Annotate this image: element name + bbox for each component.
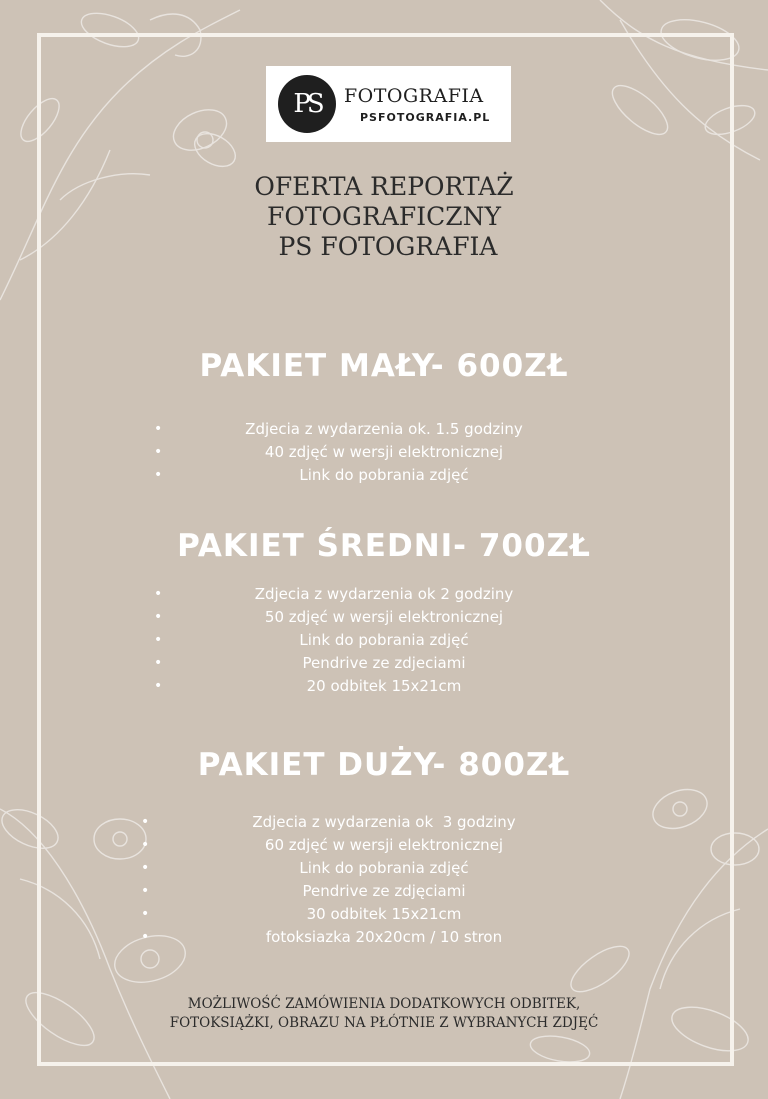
footer-line: MOŻLIWOŚĆ ZAMÓWIENIA DODATKOWYCH ODBITEK, xyxy=(187,996,581,1012)
feature-text: 40 zdjęć w wersji elektronicznej xyxy=(264,443,504,461)
feature-item: • Link do pobrania zdjęć xyxy=(154,631,469,649)
feature-item: • fotoksiazka 20x20cm / 10 stron xyxy=(141,928,503,946)
footer-line: FOTOKSIĄŻKI, OBRAZU NA PŁÓTNIE Z WYBRANYCH ZDJĘĆ xyxy=(169,1015,599,1031)
package-large-title: PAKIET DUŻY- 800ZŁ xyxy=(197,747,571,783)
feature-text: 60 zdjęć w wersji elektronicznej xyxy=(264,836,504,854)
feature-item: • Link do pobrania zdjęć xyxy=(141,859,469,877)
title-line: OFERTA REPORTAŻ xyxy=(254,172,514,201)
feature-item: • Link do pobrania zdjęć xyxy=(154,466,469,484)
package-small-title: PAKIET MAŁY- 600ZŁ xyxy=(199,348,569,384)
feature-text: Pendrive ze zdjeciami xyxy=(302,654,466,672)
feature-text: Zdjecia z wydarzenia ok 2 godziny xyxy=(254,585,514,603)
footer-note xyxy=(0,995,768,1033)
page-title xyxy=(0,172,768,262)
feature-item: • 40 zdjęć w wersji elektronicznej xyxy=(154,443,504,461)
logo-text xyxy=(344,85,490,124)
feature-text: Pendrive ze zdjęciami xyxy=(302,882,466,900)
feature-item: • Pendrive ze zdjeciami xyxy=(154,654,466,672)
feature-text: Link do pobrania zdjęć xyxy=(299,631,469,649)
title-line: PS FOTOGRAFIA xyxy=(270,232,498,261)
feature-item: • Zdjecia z wydarzenia ok. 1.5 godziny xyxy=(154,420,523,438)
package-medium-features xyxy=(0,583,768,698)
feature-item: • 60 zdjęć w wersji elektronicznej xyxy=(141,836,504,854)
feature-item: • 50 zdjęć w wersji elektronicznej xyxy=(154,608,504,626)
feature-item: • Zdjecia z wydarzenia ok 2 godziny xyxy=(154,585,514,603)
feature-text: 20 odbitek 15x21cm xyxy=(306,677,462,695)
feature-text: Link do pobrania zdjęć xyxy=(299,859,469,877)
feature-item: • 20 odbitek 15x21cm xyxy=(154,677,462,695)
feature-text: 50 zdjęć w wersji elektronicznej xyxy=(264,608,504,626)
package-large-features xyxy=(0,811,768,949)
monogram-icon: PS xyxy=(278,75,336,133)
feature-text: Zdjecia z wydarzenia ok. 1.5 godziny xyxy=(245,420,523,438)
title-line: FOTOGRAFICZNY xyxy=(267,202,501,231)
feature-item: • Zdjecia z wydarzenia ok 3 godziny xyxy=(141,813,516,831)
feature-text: Zdjecia z wydarzenia ok 3 godziny xyxy=(252,813,516,831)
logo-name: FOTOGRAFIA xyxy=(344,84,484,107)
feature-item: • 30 odbitek 15x21cm xyxy=(141,905,462,923)
package-small-features xyxy=(0,418,768,487)
logo-url: PSFOTOGRAFIA.PL xyxy=(360,110,491,124)
feature-text: fotoksiazka 20x20cm / 10 stron xyxy=(265,928,503,946)
package-medium-title: PAKIET ŚREDNI- 700ZŁ xyxy=(177,528,591,564)
brand-logo xyxy=(266,66,511,142)
feature-item: • Pendrive ze zdjęciami xyxy=(141,882,466,900)
feature-text: Link do pobrania zdjęć xyxy=(299,466,469,484)
feature-text: 30 odbitek 15x21cm xyxy=(306,905,462,923)
